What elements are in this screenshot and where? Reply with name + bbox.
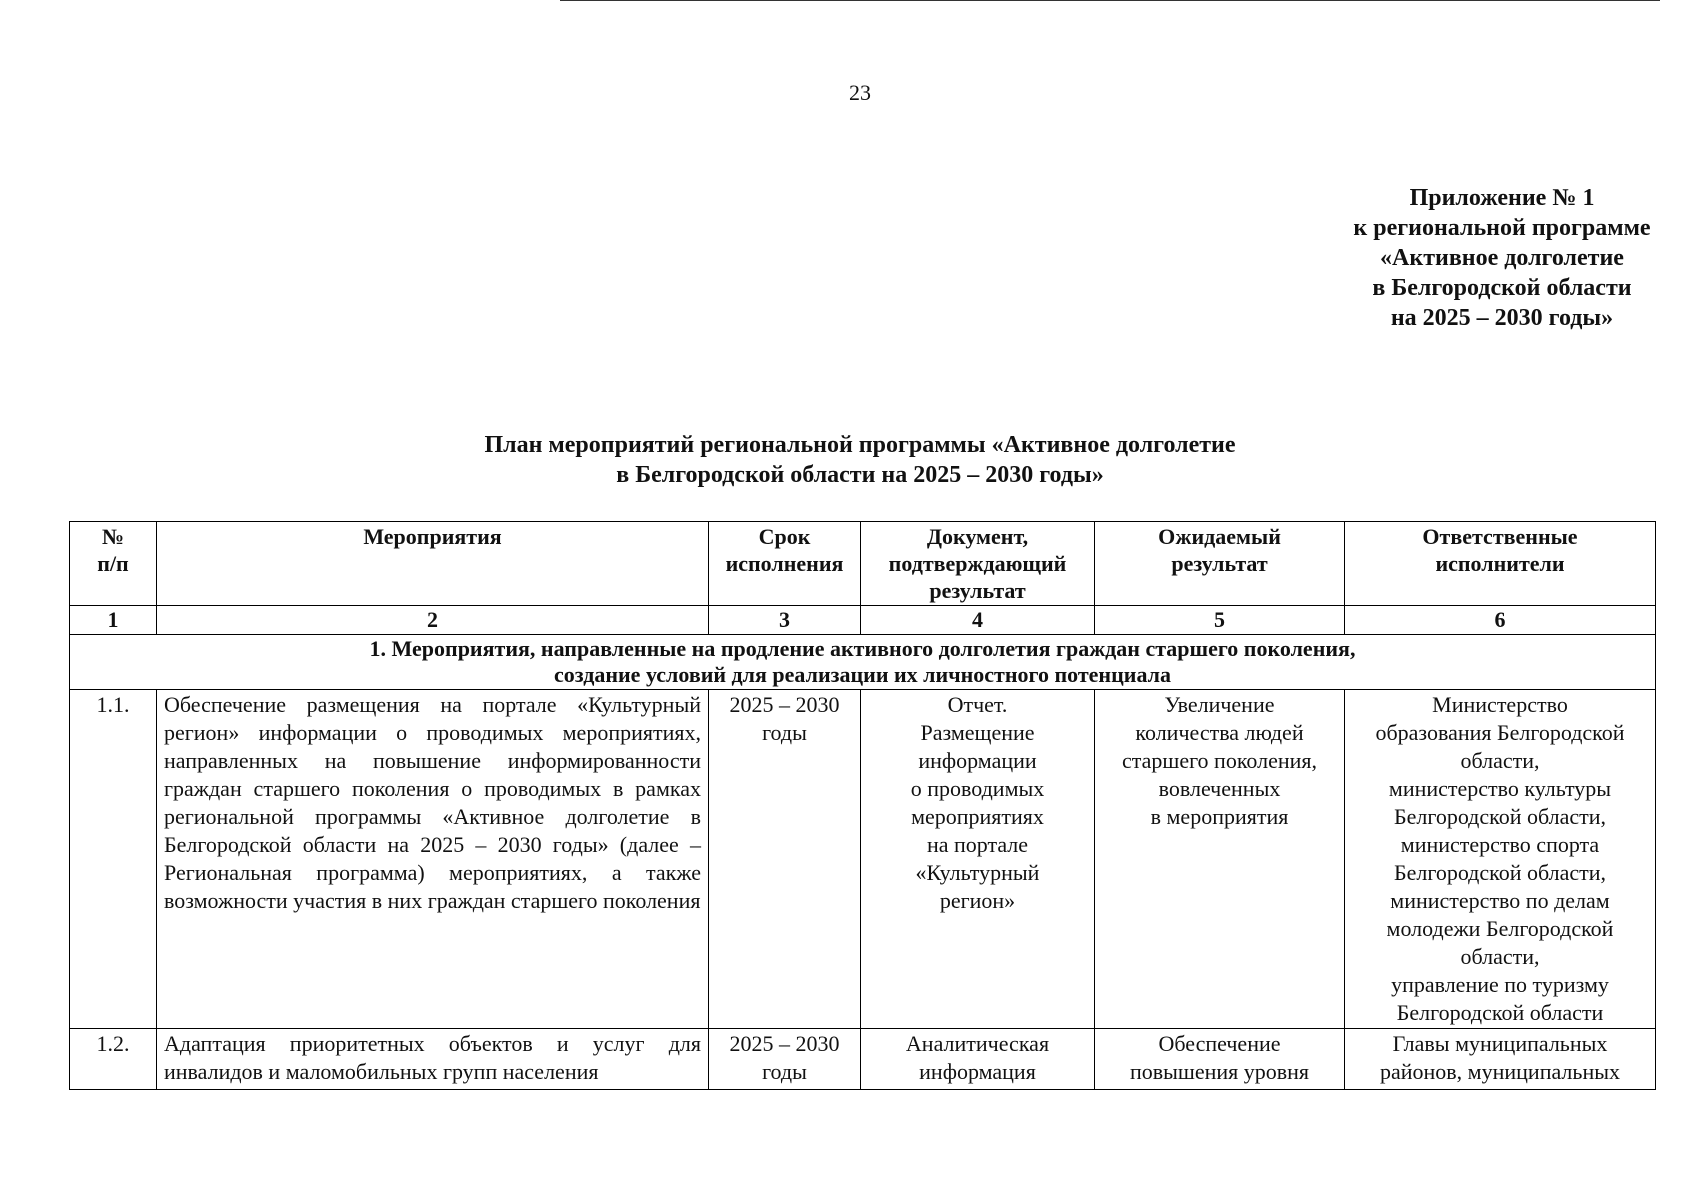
appendix-line: к региональной программе — [1353, 215, 1651, 241]
row-result: Увеличение количества людей старшего поколения, вовлеченных в мероприятия — [1095, 690, 1345, 1029]
row-activity: Адаптация приоритетных объектов и услуг для инвалидов и маломобильных групп населения — [157, 1029, 709, 1090]
row-number: 1.1. — [70, 690, 157, 1029]
plan-title-line: План мероприятий региональной программы «Активное долголетие — [484, 432, 1236, 458]
column-number: 6 — [1345, 606, 1656, 635]
row-result: Обеспечение повышения уровня — [1095, 1029, 1345, 1090]
appendix-line: на 2025 – 2030 годы» — [1390, 305, 1614, 331]
table-row — [70, 690, 1656, 1029]
table-header-row — [70, 522, 1656, 606]
header-cell-number: № п/п — [70, 522, 157, 606]
header-cell-result: Ожидаемый результат — [1095, 522, 1345, 606]
row-activity: Обеспечение размещения на портале «Культурный регион» информации о проводимых мероприятиях, направленных на повышение информированности граждан старшего поколения о проводимых в рамках региональной программы «Активное долголетие в Белгородской области на 2025 – 2030 годы» (далее – Региональная программа) мероприятиях, а также возможности участия в них граждан старшего поколения — [157, 690, 709, 1029]
header-cell-term: Срок исполнения — [709, 522, 861, 606]
row-document: Аналитическая информация — [861, 1029, 1095, 1090]
row-responsible: Главы муниципальных районов, муниципальных — [1345, 1029, 1656, 1090]
plan-title-line: в Белгородской области на 2025 – 2030 годы» — [616, 462, 1104, 488]
header-cell-activity: Мероприятия — [157, 522, 709, 606]
column-number-row — [70, 606, 1656, 635]
column-number: 1 — [70, 606, 157, 635]
header-cell-document: Документ, подтверждающий результат — [861, 522, 1095, 606]
section-row — [70, 635, 1656, 690]
appendix-line: «Активное долголетие — [1380, 245, 1624, 271]
header-cell-responsible: Ответственные исполнители — [1345, 522, 1656, 606]
column-number: 5 — [1095, 606, 1345, 635]
appendix-line: Приложение № 1 — [1409, 185, 1595, 211]
page-number: 23 — [849, 80, 871, 105]
appendix-line: в Белгородской области — [1372, 275, 1632, 301]
top-rule — [560, 0, 1660, 1]
column-number: 4 — [861, 606, 1095, 635]
section-title: 1. Мероприятия, направленные на продление активного долголетия граждан старшего поколения, создание условий для реализации их личностного потенциала — [70, 635, 1656, 690]
row-responsible: Министерство образования Белгородской области, министерство культуры Белгородской области, министерство спорта Белгородской области, министерство по делам молодежи Белгородской области, управление по туризму Белгородской области — [1345, 690, 1656, 1029]
plan-table — [69, 521, 1656, 1090]
plan-title — [310, 430, 1410, 490]
row-number: 1.2. — [70, 1029, 157, 1090]
appendix-block — [1262, 183, 1703, 333]
column-number: 2 — [157, 606, 709, 635]
row-term: 2025 – 2030 годы — [709, 690, 861, 1029]
row-document: Отчет. Размещение информации о проводимых мероприятиях на портале «Культурный регион» — [861, 690, 1095, 1029]
column-number: 3 — [709, 606, 861, 635]
table-row — [70, 1029, 1656, 1090]
row-term: 2025 – 2030 годы — [709, 1029, 861, 1090]
